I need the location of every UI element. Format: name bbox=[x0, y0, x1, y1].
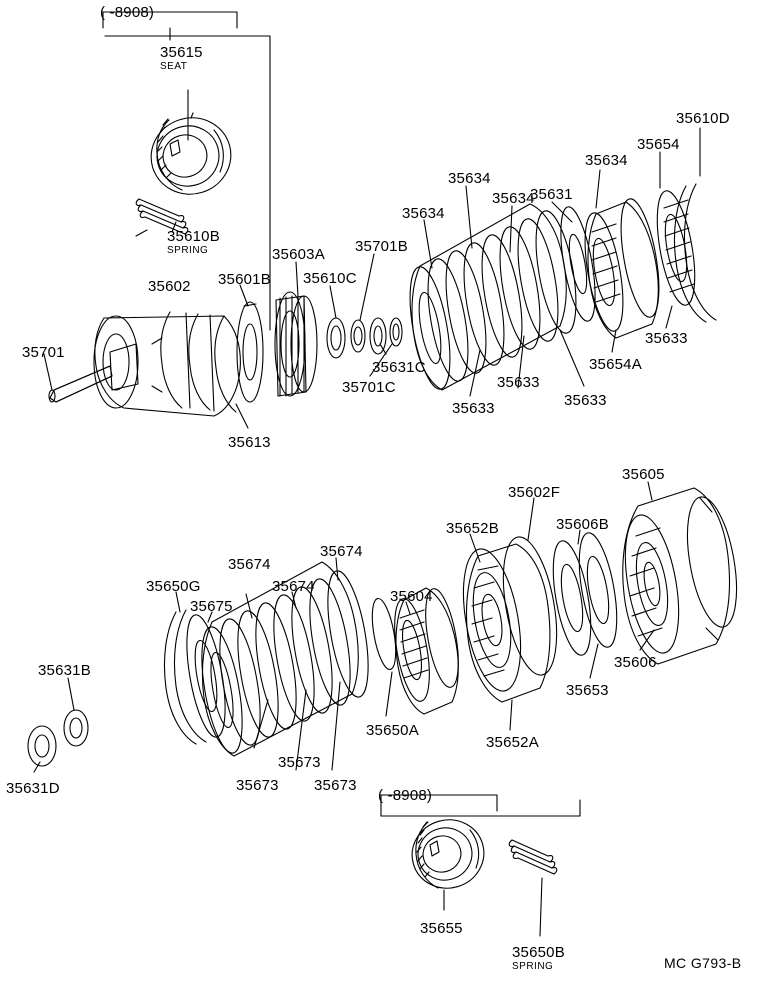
leader-35605 bbox=[648, 482, 652, 500]
part-35601b-plate bbox=[237, 302, 263, 402]
part-35701b-washer bbox=[351, 320, 365, 352]
part-35631b-washer bbox=[64, 710, 88, 746]
leader-35613 bbox=[236, 404, 248, 428]
label-35631: 35631 bbox=[530, 186, 573, 203]
label-35650a: 35650A bbox=[366, 722, 419, 739]
label-35633-b: 35633 bbox=[497, 374, 540, 391]
part-35655-seat bbox=[404, 811, 492, 896]
leader-35654a bbox=[612, 330, 616, 352]
label-35605: 35605 bbox=[622, 466, 665, 483]
label-spring-top: SPRING bbox=[167, 245, 209, 256]
leader-35652a bbox=[510, 700, 512, 730]
label-35634-d: 35634 bbox=[585, 152, 628, 169]
leader-35634-a bbox=[424, 220, 432, 268]
leader-35601b bbox=[240, 285, 248, 306]
leader-35634-c bbox=[510, 206, 512, 252]
leader-35634-d bbox=[596, 170, 600, 208]
label-35631b: 35631B bbox=[38, 662, 91, 679]
label-bottom-group-note: ( -8908) bbox=[378, 787, 433, 804]
part-35615-seat bbox=[142, 108, 240, 203]
label-35654a: 35654A bbox=[589, 356, 642, 373]
label-35650g: 35650G bbox=[146, 578, 201, 595]
label-35652a: 35652A bbox=[486, 734, 539, 751]
leader-35650b bbox=[540, 878, 542, 936]
part-35631d-washer bbox=[28, 726, 56, 766]
label-35603a: 35603A bbox=[272, 246, 325, 263]
part-35604-hub bbox=[388, 586, 464, 714]
label-35674-a: 35674 bbox=[228, 556, 271, 573]
leader-35602f bbox=[528, 498, 534, 540]
part-35610d-band bbox=[650, 184, 716, 322]
label-35606: 35606 bbox=[614, 654, 657, 671]
label-35601b: 35601B bbox=[218, 271, 271, 288]
label-35606b: 35606B bbox=[556, 516, 609, 533]
label-spring-bottom: SPRING bbox=[512, 961, 554, 972]
leader-35673-c bbox=[332, 682, 340, 770]
leader-35633-d bbox=[666, 306, 672, 328]
label-35675: 35675 bbox=[190, 598, 233, 615]
leader-35653 bbox=[590, 644, 598, 678]
label-35701: 35701 bbox=[22, 344, 65, 361]
label-35652b: 35652B bbox=[446, 520, 499, 537]
label-35701c: 35701C bbox=[342, 379, 396, 396]
leader-35652b bbox=[470, 534, 480, 562]
part-35602-drum bbox=[94, 312, 240, 416]
label-35653: 35653 bbox=[566, 682, 609, 699]
label-35674-b: 35674 bbox=[272, 578, 315, 595]
leader-35603a bbox=[296, 262, 298, 296]
leader-35631b bbox=[68, 678, 74, 710]
part-35610c-ring bbox=[327, 318, 345, 358]
part-35605-drum bbox=[616, 488, 745, 664]
label-35602: 35602 bbox=[148, 278, 191, 295]
part-clutch-pack-top bbox=[402, 204, 583, 392]
label-35604: 35604 bbox=[390, 588, 433, 605]
label-35610b: 35610B bbox=[167, 228, 220, 245]
label-35650b: 35650B bbox=[512, 944, 565, 961]
label-35613: 35613 bbox=[228, 434, 271, 451]
label-35673-b: 35673 bbox=[278, 754, 321, 771]
label-35634-b: 35634 bbox=[448, 170, 491, 187]
label-35602f: 35602F bbox=[508, 484, 561, 501]
part-35701c-washer bbox=[390, 318, 402, 346]
label-35634-c: 35634 bbox=[492, 190, 535, 207]
label-35633-d: 35633 bbox=[645, 330, 688, 347]
label-35674-c: 35674 bbox=[320, 543, 363, 560]
label-35673-a: 35673 bbox=[236, 777, 279, 794]
diagram-code: MC G793-B bbox=[664, 955, 742, 971]
leader-35650a bbox=[386, 672, 392, 716]
label-35634-a: 35634 bbox=[402, 205, 445, 222]
part-35631c-washer bbox=[370, 318, 386, 354]
label-35615: 35615 bbox=[160, 44, 203, 61]
label-35633-c: 35633 bbox=[564, 392, 607, 409]
part-35603a-hub bbox=[275, 292, 317, 396]
label-35654: 35654 bbox=[637, 136, 680, 153]
label-35655: 35655 bbox=[420, 920, 463, 937]
leader-35633-c bbox=[560, 330, 584, 386]
leader-35650g bbox=[176, 592, 180, 612]
part-35650b-spring bbox=[509, 840, 557, 874]
label-top-group-note: ( -8908) bbox=[100, 4, 155, 21]
label-35610c: 35610C bbox=[303, 270, 357, 287]
label-35631d: 35631D bbox=[6, 780, 60, 797]
label-35633-a: 35633 bbox=[452, 400, 495, 417]
label-35631c: 35631C bbox=[372, 359, 426, 376]
label-35701b: 35701B bbox=[355, 238, 408, 255]
part-35652-piston bbox=[454, 533, 566, 702]
part-35650g-snapring bbox=[164, 610, 206, 744]
label-35673-c: 35673 bbox=[314, 777, 357, 794]
label-35610d: 35610D bbox=[676, 110, 730, 127]
part-35654-hub bbox=[578, 196, 666, 338]
leader-35674-a bbox=[246, 594, 252, 618]
leader-35701b bbox=[360, 254, 374, 320]
leader-35610c bbox=[330, 286, 336, 318]
label-seat: SEAT bbox=[160, 61, 188, 72]
leader-dot-35610b bbox=[136, 230, 147, 236]
